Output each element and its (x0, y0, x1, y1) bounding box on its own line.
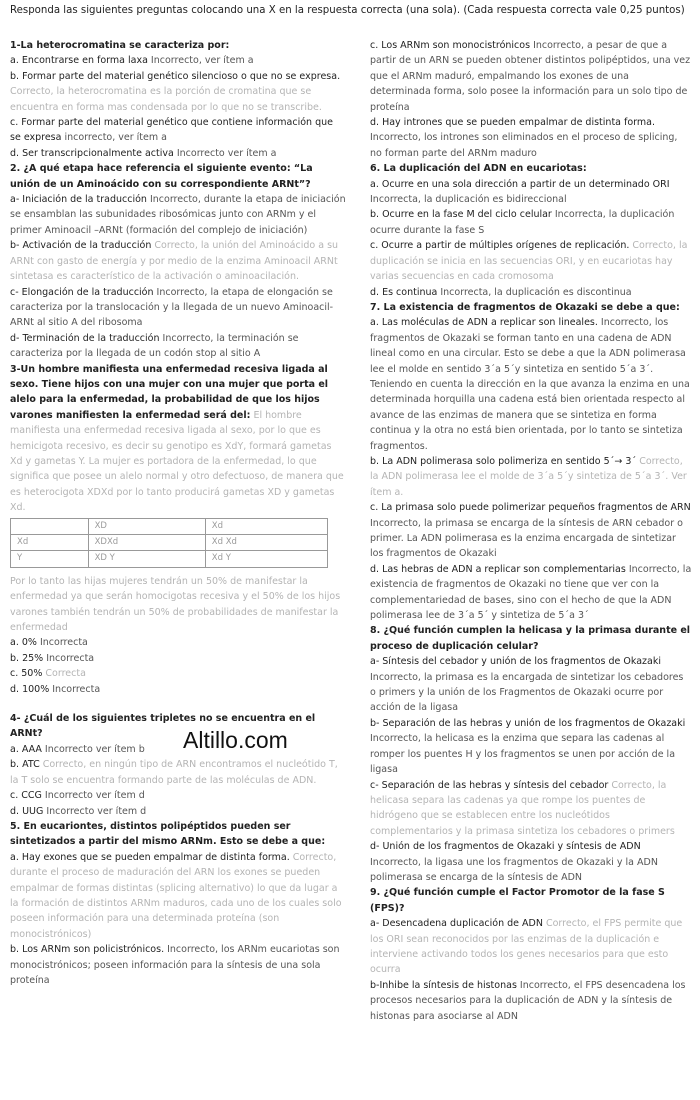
answer-option (10, 850, 346, 942)
explanation: Por lo tanto las hijas mujeres tendrán un 50% de manifestar la enfermedad ya que serán homocigotas recesiva y el 50% de los hijos varones también tendrán un 50% de probabilidades de manifestar la enfermedad (10, 575, 341, 634)
question (10, 711, 346, 742)
answer-option (370, 454, 692, 500)
option-text[interactable]: b. 25% (10, 652, 44, 664)
option-text[interactable]: a. Las moléculas de ADN a replicar son lineales. (370, 317, 598, 329)
spacer (10, 697, 346, 711)
option-text[interactable]: c- Separación de las hebras y síntesis del cebador (370, 779, 609, 791)
question-text: 4- ¿Cuál de los siguientes tripletes no se encuentra en el ARNt? (10, 713, 316, 740)
answer-option (10, 635, 346, 650)
answer-option (10, 757, 346, 788)
answer-option (10, 942, 346, 988)
option-text[interactable]: b. ATC (10, 759, 40, 771)
table-cell: Xd (205, 518, 327, 534)
option-text[interactable]: b- Activación de la traducción (10, 240, 152, 252)
table-cell: Xd Xd (205, 535, 327, 551)
answer-option (10, 115, 346, 146)
option-text[interactable]: b. Ocurre en la fase M del ciclo celular (370, 209, 552, 221)
option-text[interactable]: a- Iniciación de la traducción (10, 194, 147, 206)
question (370, 885, 692, 916)
explanation: Incorrecta (49, 683, 101, 695)
explanation: Incorrecto, la primasa es la encargada de sintetizar los cebadores o primers y la unión de los Fragmentos de Okazaki ocurre por acción de la ligasa (370, 671, 684, 714)
option-text[interactable]: d. Ser transcripcionalmente activa (10, 147, 174, 159)
answer-option (370, 238, 692, 284)
question-text: 3-Un hombre manifiesta una enfermedad recesiva ligada al sexo. Tiene hijos con una mujer con una mujer que porta el alelo para la enfermedad, la probabilidad de que los hijos varones manifiesten la enfermedad será del: (10, 363, 329, 421)
answer-option (10, 788, 346, 803)
answer-option (10, 146, 346, 161)
question (10, 38, 346, 53)
explanation: Correcto, la heterocromatina es la porción de cromatina que se encuentra en forma mas condensada por lo que no se transcribe. (10, 86, 322, 113)
option-text[interactable]: c. Los ARNm son monocistrónicos (370, 40, 531, 51)
answer-option (370, 978, 692, 1024)
option-text[interactable]: d. Las hebras de ADN a replicar son complementarias (370, 563, 626, 575)
answer-option (370, 285, 692, 300)
question (370, 300, 692, 315)
explanation: Incorrecto, los intrones son eliminados en el proceso de splicing, no forman parte del ARNm maduro (370, 132, 678, 159)
option-text[interactable]: a. Hay exones que se pueden empalmar de distinta forma. (10, 851, 290, 863)
table-cell: XD Y (88, 551, 205, 567)
explanation: Incorrecto ver ítem b (41, 743, 145, 755)
explanation: Incorrecto, los ARNm eucariotas son monocistrónicos; poseen información para la síntesis de una sola proteína (10, 944, 340, 986)
explanation: Incorrecto, durante la etapa de iniciación se ensamblan las subunidades ribosómicas junto con ARNm y el primer Aminoacil –ARNt (formación del complejo de iniciación) (10, 194, 346, 236)
explanation: Incorrecta, la duplicación es bidireccional (370, 194, 567, 206)
question-text: 2. ¿A qué etapa hace referencia el siguiente evento: “La unión de un Aminoácido con su correspondiente ARNt”? (10, 163, 313, 190)
answer-option (10, 804, 346, 819)
answer-option (370, 562, 692, 624)
answer-option (370, 500, 692, 562)
explanation: Correcto, durante el proceso de maduración del ARN los exones se pueden empalmar de formas distintas (splicing alternativo) lo que da lugar a la formación de distintos ARNm maduros, cada uno de los cuales solo poseen información para una determinada proteína (son monocistrónicos) (10, 851, 342, 940)
option-text[interactable]: c. Ocurre a partir de múltiples orígenes de replicación. (370, 240, 630, 252)
table-row (11, 535, 328, 551)
option-text[interactable]: d. Hay intrones que se pueden empalmar de distinta forma. (370, 117, 655, 129)
instructions: Responda las siguientes preguntas colocando una X en la respuesta correcta (una sola). (Cada respuesta correcta vale 0,25 puntos) (10, 5, 685, 16)
answer-option (10, 666, 346, 681)
answer-option (10, 651, 346, 666)
answer-option (10, 742, 346, 757)
option-text[interactable]: b-Inhibe la síntesis de histonas (370, 979, 517, 991)
question-text: 9. ¿Qué función cumple el Factor Promotor de la fase S (FPS)? (370, 887, 665, 914)
explanation: Incorrecto ver ítem a (173, 147, 277, 159)
option-text[interactable]: c. La primasa solo puede polimerizar pequeños fragmentos de ARN (370, 502, 691, 514)
question (10, 362, 346, 516)
explanation: Correcto, el FPS permite que los ORI sean reconocidos por las enzimas de la duplicación e interviene activando todos los genes necesarios para que esto ocurra (370, 918, 683, 976)
answer-option (370, 38, 692, 115)
table-cell: Y (11, 551, 89, 567)
option-text[interactable]: c. Formar parte del material genético que contiene información que se expresa (10, 117, 333, 144)
answer-option (10, 682, 346, 697)
explanation: Incorrecto, el FPS desencadena los procesos necesarios para la duplicación de ADN y la síntesis de histonas para asociarse al ADN (370, 979, 686, 1022)
option-text[interactable]: a. AAA (10, 743, 42, 755)
option-text[interactable]: b. La ADN polimerasa solo polimeriza en sentido 5´→ 3´ (370, 455, 637, 467)
question (10, 819, 346, 850)
explanation: Incorrecto, la ligasa une los fragmentos de Okazaki y la ADN polimerasa se encarga de la síntesis de ADN (370, 856, 658, 883)
table-cell: Xd (11, 535, 89, 551)
explanation: Correcta (42, 668, 86, 680)
question-text: 8. ¿Qué función cumplen la helicasa y la primasa durante el proceso de duplicación celular? (370, 625, 691, 652)
option-text[interactable]: c- Elongación de la traducción (10, 286, 154, 298)
answer-option (370, 716, 692, 778)
table-cell: XD (88, 518, 205, 534)
explanation: Correcto, la duplicación se inicia en las secuencias ORI, y en eucariotas hay varias secuencias en cada cromosoma (370, 240, 688, 283)
answer-option (370, 177, 692, 208)
answer-option (10, 192, 346, 238)
option-text[interactable]: d- Unión de los fragmentos de Okazaki y síntesis de ADN (370, 841, 641, 853)
option-text[interactable]: a. Encontrarse en forma laxa (10, 55, 148, 67)
punnett-table (10, 518, 328, 568)
question (370, 623, 692, 654)
answer-option (10, 331, 346, 362)
explanation: Correcto, la helicasa separa las cadenas ya que rompe los puentes de hidrógeno que se establecen entre los nucleótidos complementarios y la primasa sintetiza los cebadores o primers (370, 779, 675, 837)
explanation: Incorrecto ver ítem d (41, 790, 145, 802)
question-text: 6. La duplicación del ADN en eucariotas: (370, 163, 587, 175)
option-text[interactable]: d. 100% (10, 683, 50, 695)
table-cell: XDXd (88, 535, 205, 551)
option-text[interactable]: b- Separación de las hebras y unión de los fragmentos de Okazaki (370, 717, 686, 729)
option-text[interactable]: d. Es continua (370, 286, 438, 298)
option-text[interactable]: b. Formar parte del material genético silencioso o que no se expresa. (10, 70, 341, 82)
option-text[interactable]: c. 50% (10, 668, 43, 680)
answer-option (370, 654, 692, 716)
explanation: Incorrecta, la duplicación ocurre durante la fase S (370, 209, 675, 236)
option-text[interactable]: a- Desencadena duplicación de ADN (370, 918, 543, 930)
explanation: Incorrecto, los fragmentos de Okazaki se forman tanto en una cadena de ADN lineal como en una circular. Esto se debe a que la ADN polimerasa lee el molde en sentido 3´a 5´y sintetiza en sentido 5´a 3´. Teniendo en cuenta la dirección en la que avanza la enzima en una determinada horquilla una cadena está bien orientada respecto al avance de las enzimas de manera que se sintetiza en forma continua y la otra no está bien orientada, por lo tanto se sintetiza fragmentos. (370, 317, 690, 452)
answer-option (370, 839, 692, 885)
explanation: Incorrecta (43, 652, 95, 664)
answer-option (10, 69, 346, 115)
explanation: Incorrecto, la etapa de elongación se caracteriza por la translocación y la llegada de un nuevo Aminoacil- ARNt al sitio A del ribosoma (10, 286, 334, 329)
option-text[interactable]: a. Ocurre en una sola dirección a partir de un determinado ORI (370, 178, 670, 190)
table-row (11, 551, 328, 567)
answer-option (370, 315, 692, 454)
explanation: Incorrecto, la primasa se encarga de la síntesis de ARN cebador o primer. La ADN polimerasa es la enzima encargada de sintetizar los fragmentos de Okazaki (370, 517, 683, 560)
explanation: Incorrecto, a pesar de que a partir de un ARN se pueden obtener distintos polipéptidos, una vez que el ARNm maduró, empalmando los exones de una determinada forma, solo posee la información para un solo tipo de proteína (370, 40, 691, 113)
question-text: 5. En eucariontes, distintos polipéptidos pueden ser sintetizados a partir del mismo ARNm. Esto se debe a que: (10, 820, 326, 848)
option-text[interactable]: a. 0% (10, 637, 37, 649)
answer-option (10, 238, 346, 284)
answer-option (370, 207, 692, 238)
answer-option (370, 115, 692, 161)
explanation: Incorrecta (36, 637, 88, 649)
explanation: Incorrecto ver ítem d (43, 805, 147, 817)
left-column (10, 38, 346, 988)
table-row (11, 518, 328, 534)
explanation: Incorrecto, la terminación se caracteriza por la llegada de un codón stop al sitio A (10, 332, 299, 360)
explanation: Incorrecto, la existencia de fragmentos de Okazaki no tiene que ver con la complementariedad de bases, sino con el hecho de que la ADN polimerasa lee de 3´a 5´ y sintetiza de 5´a 3´ (370, 563, 692, 622)
answer-option (370, 916, 692, 978)
option-text[interactable]: a- Síntesis del cebador y unión de los fragmentos de Okazaki (370, 656, 662, 668)
option-text[interactable]: b. Los ARNm son policistrónicos. (10, 944, 165, 956)
table-cell (11, 518, 89, 534)
explanation: Incorrecto, la helicasa es la enzima que separa las cadenas al romper los puentes H y los fragmentos se unen por acción de la ligasa (370, 733, 676, 776)
explanation: Correcto, la ADN polimerasa lee el molde de 3´a 5´y sintetiza de 5´a 3´. Ver ítem a. (370, 455, 687, 498)
explanation: Incorrecto, ver ítem a (147, 55, 254, 67)
question (370, 161, 692, 176)
question (10, 161, 346, 192)
explanation: incorrecto, ver ítem a (61, 132, 167, 144)
explanation: Correcto, en ningún tipo de ARN encontramos el nucleótido T, la T solo se encuentra formando parte de las moléculas de ADN. (10, 759, 338, 786)
question-text: 1-La heterocromatina se caracteriza por: (10, 40, 230, 51)
watermark: Altillo.com (183, 727, 288, 753)
explanation: Incorrecta, la duplicación es discontinua (437, 286, 632, 298)
explanation: El hombre manifiesta una enfermedad recesiva ligada al sexo, por lo que es hemicigota recesivo, es decir su genotipo es XdY, formará gametas Xd y gametas Y. La mujer es portadora de la enfermedad, lo que significa que posee un alelo normal y otro defectuoso, de manera que es heterocigota XDXd por lo tanto producirá gametas XD y gametas Xd. (10, 409, 344, 514)
option-text[interactable]: d. UUG (10, 805, 44, 817)
table-cell: Xd Y (205, 551, 327, 567)
right-column (370, 38, 692, 1024)
answer-option (10, 53, 346, 68)
explanation: Correcto, la unión del Aminoácido a su ARNt con gasto de energía y por medio de la enzima Aminoacil ARNt sintetasa es característico de la activación o aminoacilación. (10, 240, 339, 283)
answer-option (10, 285, 346, 331)
option-text[interactable]: c. CCG (10, 790, 42, 802)
question-text: 7. La existencia de fragmentos de Okazaki se debe a que: (370, 301, 680, 313)
answer-option (370, 778, 692, 840)
option-text[interactable]: d- Terminación de la traducción (10, 332, 160, 344)
